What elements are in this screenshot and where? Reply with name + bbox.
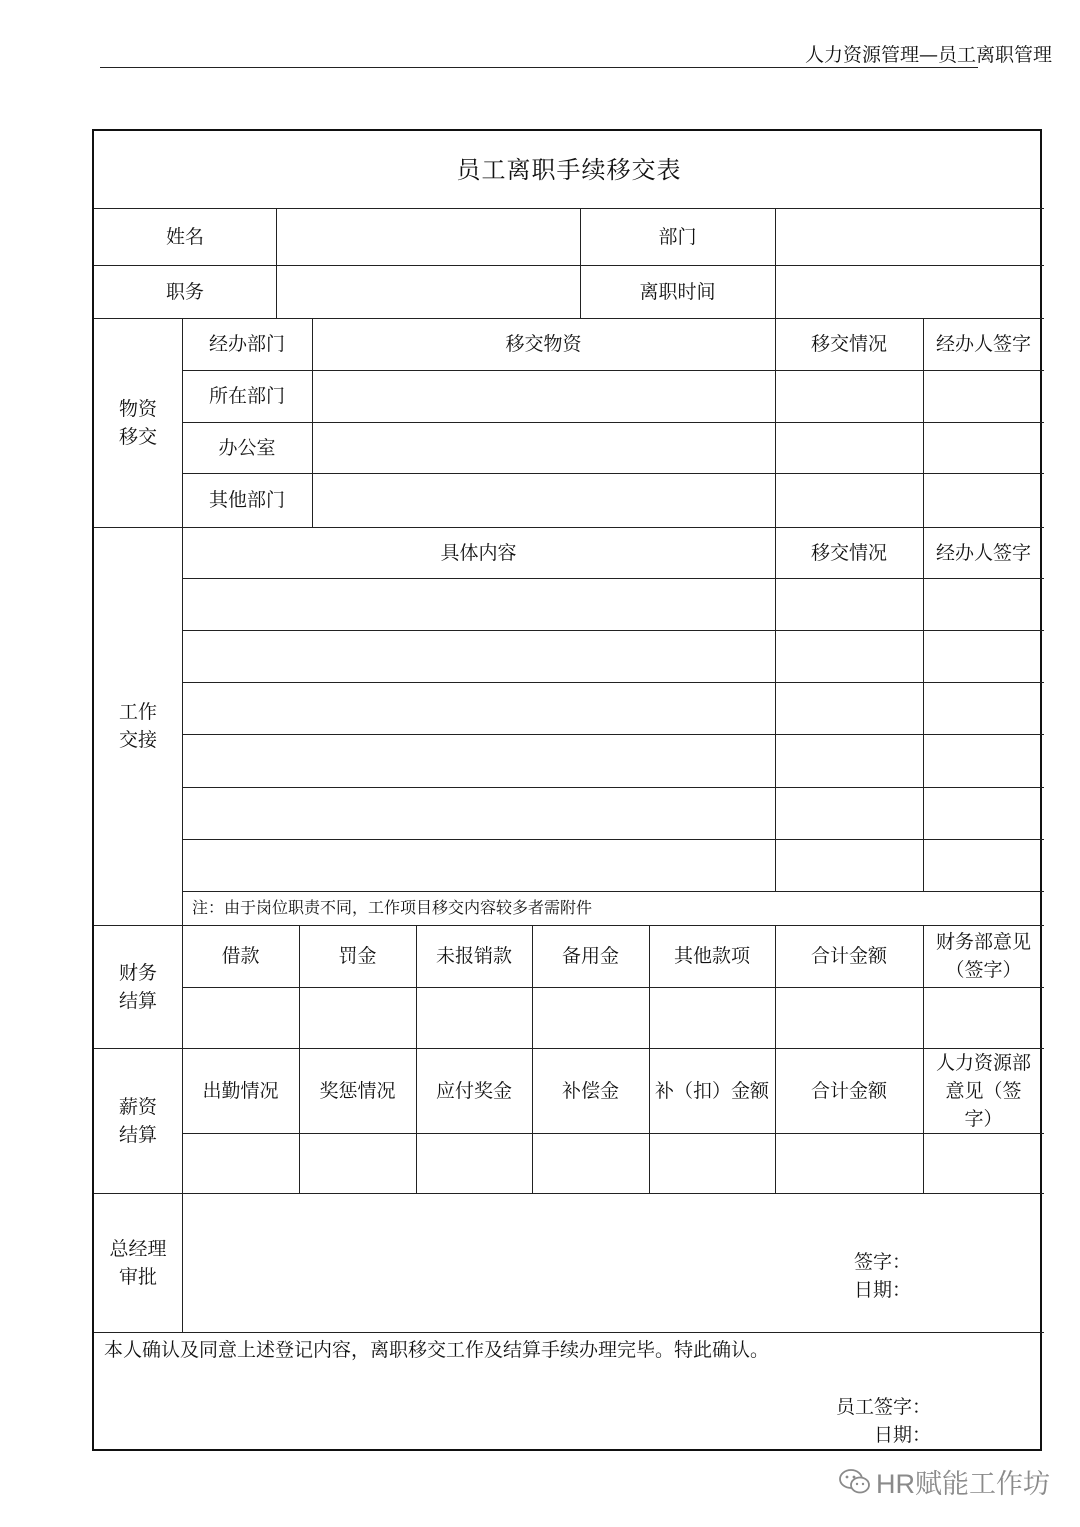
salary-header: 合计金额 [810,1079,887,1102]
page-header: 人力资源管理—员工离职管理 [804,44,1052,66]
salary-header: 出勤情况 [202,1079,279,1102]
name-label: 姓名 [165,225,204,248]
salary-header-opinion: 人力资源部 意见（签 字） [935,1051,1031,1130]
name-field[interactable] [276,208,580,265]
salary-section-label: 薪资 结算 [118,1095,157,1146]
materials-row-label: 其他部门 [208,489,285,511]
finance-header: 合计金额 [810,945,887,967]
salary-header: 奖惩情况 [319,1079,396,1102]
employee-sign-label: 员工签字： [836,1396,932,1418]
confirm-statement: 本人确认及同意上述登记内容，离职移交工作及结算手续办理完毕。特此确认。 [104,1339,770,1361]
materials-header-signer: 经办人签字 [935,333,1031,355]
dept-label: 部门 [658,225,697,248]
work-note: 注：由于岗位职责不同，工作项目移交内容较多者需附件 [192,898,593,917]
employee-date-label: 日期： [874,1424,932,1446]
finance-header: 借款 [221,945,260,967]
finance-header: 罚金 [338,945,377,967]
finance-header: 备用金 [561,945,619,967]
leave-time-field[interactable] [775,265,1044,318]
header-rule [100,67,978,68]
work-header-content: 具体内容 [440,541,517,564]
materials-row-label: 所在部门 [208,385,285,407]
salary-header: 补偿金 [561,1079,619,1102]
watermark-text: HR赋能工作坊 [876,1469,1050,1499]
finance-header: 其他款项 [673,945,750,967]
gm-sign-label: 签字： [854,1251,912,1273]
position-label: 职务 [165,280,204,303]
leave-time-label: 离职时间 [639,280,716,303]
work-header-status: 移交情况 [810,541,887,564]
materials-row-label: 办公室 [218,436,276,459]
salary-header: 补（扣）金额 [654,1079,769,1102]
materials-section-label: 物资 移交 [118,397,157,448]
work-header-signer: 经办人签字 [935,541,1031,564]
salary-header: 应付奖金 [435,1079,512,1102]
dept-field[interactable] [775,208,1044,265]
materials-header-dept: 经办部门 [208,333,285,355]
finance-header-opinion: 财务部意见 （签字） [935,931,1031,981]
form-title: 员工离职手续移交表 [456,155,682,184]
position-field[interactable] [276,265,580,318]
handover-form [92,129,1042,1451]
work-section-label: 工作 交接 [118,701,157,751]
materials-header-status: 移交情况 [810,333,887,355]
wechat-icon [838,1467,872,1497]
materials-header-items: 移交物资 [505,333,582,355]
finance-header: 未报销款 [435,945,512,967]
gm-date-label: 日期： [854,1279,912,1301]
finance-section-label: 财务 结算 [118,961,157,1012]
gm-section-label: 总经理 审批 [109,1237,167,1288]
watermark [838,1462,1050,1501]
